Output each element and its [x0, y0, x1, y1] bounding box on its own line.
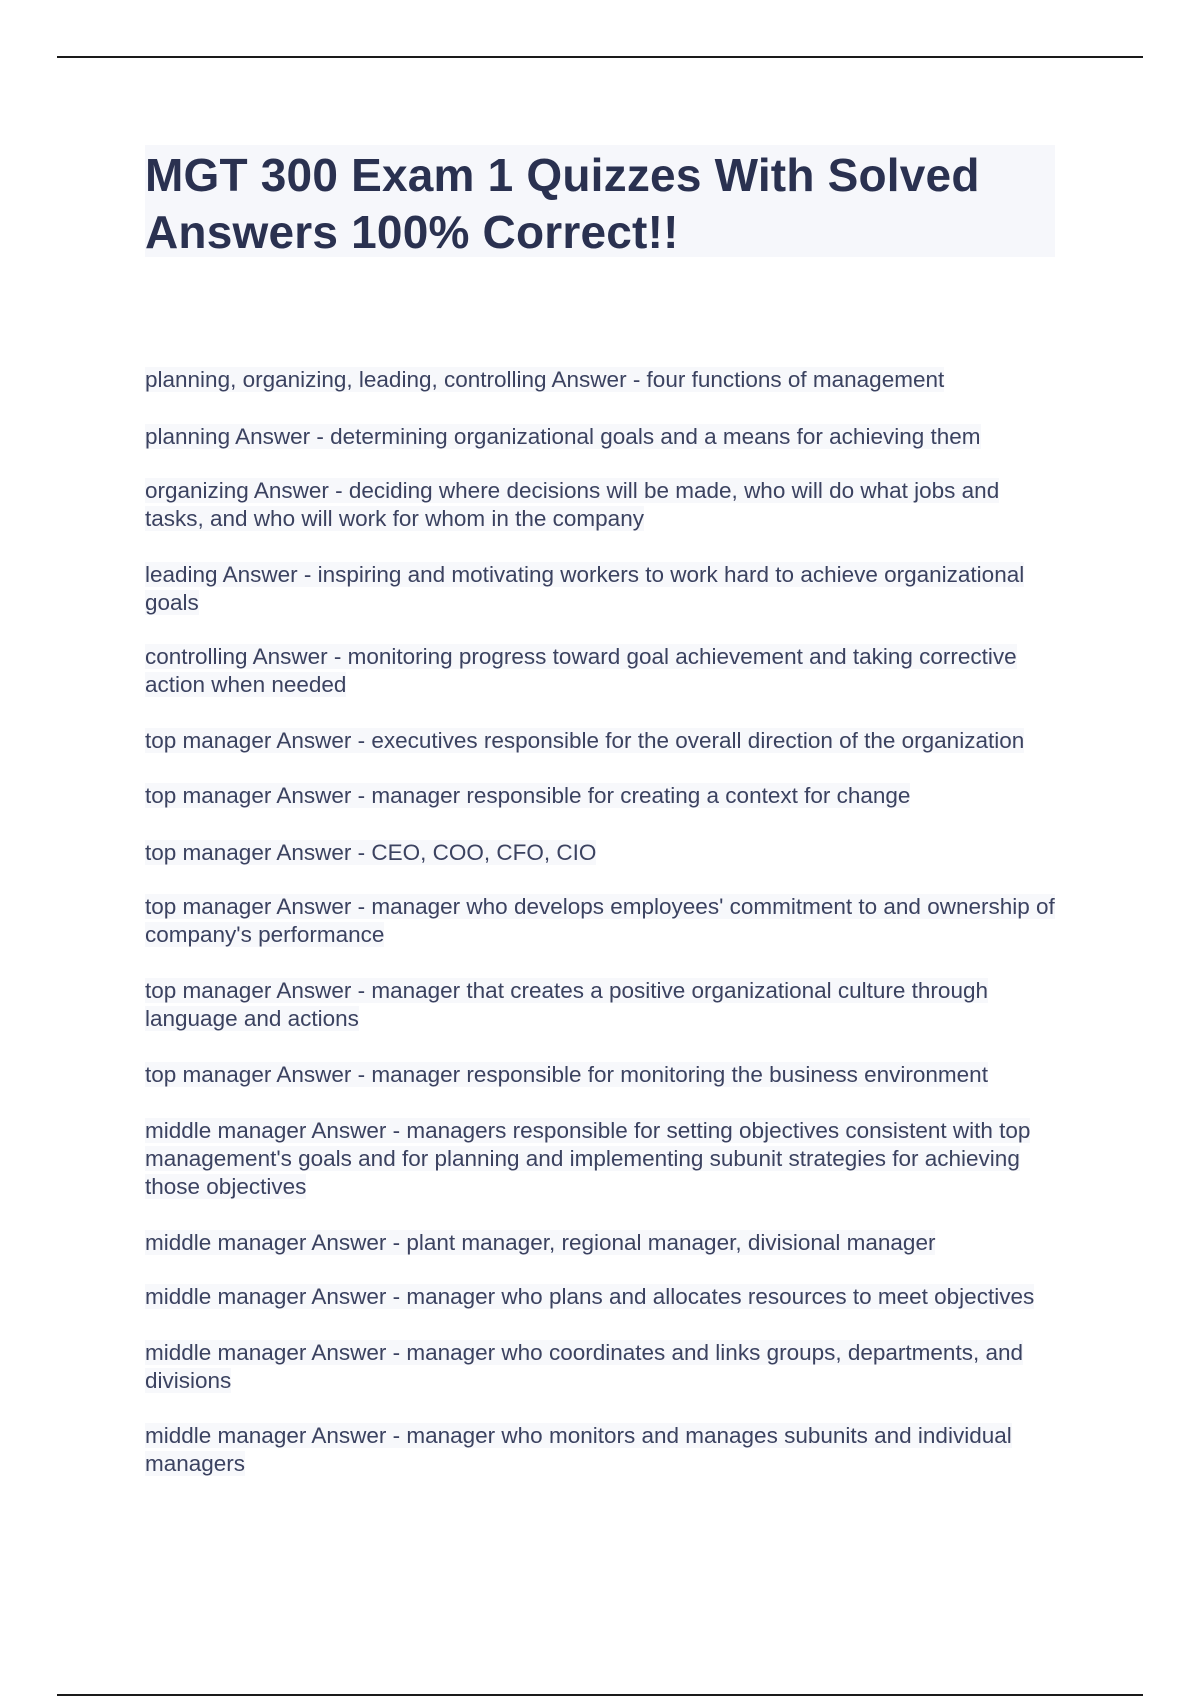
qa-item: [145, 643, 1060, 699]
qa-text: planning, organizing, leading, controlling Answer - four functions of management: [145, 367, 945, 392]
qa-text: top manager Answer - manager responsible for creating a context for change: [145, 783, 911, 808]
qa-text: middle manager Answer - manager who coordinates and links groups, departments, and divisions: [145, 1340, 1023, 1393]
qa-text: controlling Answer - monitoring progress toward goal achievement and taking corrective action when needed: [145, 644, 1017, 697]
qa-item: [145, 977, 1060, 1033]
qa-item: [145, 423, 1060, 451]
qa-item: [145, 1422, 1060, 1478]
qa-text: middle manager Answer - plant manager, regional manager, divisional manager: [145, 1230, 936, 1255]
qa-item: [145, 839, 1060, 867]
qa-text: top manager Answer - manager who develops employees' commitment to and ownership of company's performance: [145, 894, 1055, 947]
page-title: MGT 300 Exam 1 Quizzes With Solved Answers 100% Correct!!: [145, 149, 980, 258]
qa-list: [145, 366, 1060, 1478]
qa-text: leading Answer - inspiring and motivating workers to work hard to achieve organizational goals: [145, 562, 1025, 615]
qa-text: top manager Answer - manager that creates a positive organizational culture through language and actions: [145, 978, 988, 1031]
qa-item: [145, 1229, 1060, 1257]
qa-item: [145, 561, 1060, 617]
bottom-rule: [57, 1694, 1143, 1696]
qa-text: top manager Answer - CEO, COO, CFO, CIO: [145, 840, 597, 865]
qa-item: [145, 1283, 1060, 1311]
qa-item: [145, 782, 1060, 810]
qa-text: top manager Answer - executives responsible for the overall direction of the organization: [145, 728, 1025, 753]
qa-item: [145, 727, 1060, 755]
qa-item: [145, 1339, 1060, 1395]
qa-text: middle manager Answer - manager who monitors and manages subunits and individual managers: [145, 1423, 1012, 1476]
qa-text: organizing Answer - deciding where decisions will be made, who will do what jobs and tasks, and who will work for whom in the company: [145, 478, 1000, 531]
qa-text: planning Answer - determining organizational goals and a means for achieving them: [145, 424, 981, 449]
qa-text: middle manager Answer - managers responsible for setting objectives consistent with top management's goals and for planning and implementing subunit strategies for achieving those objectives: [145, 1118, 1031, 1199]
qa-item: [145, 366, 1060, 394]
qa-item: [145, 477, 1060, 533]
qa-item: [145, 893, 1060, 949]
qa-text: middle manager Answer - manager who plans and allocates resources to meet objectives: [145, 1284, 1035, 1309]
qa-item: [145, 1061, 1060, 1089]
qa-item: [145, 1117, 1060, 1201]
top-rule: [57, 56, 1143, 58]
title-block: [145, 145, 1055, 257]
qa-text: top manager Answer - manager responsible for monitoring the business environment: [145, 1062, 988, 1087]
